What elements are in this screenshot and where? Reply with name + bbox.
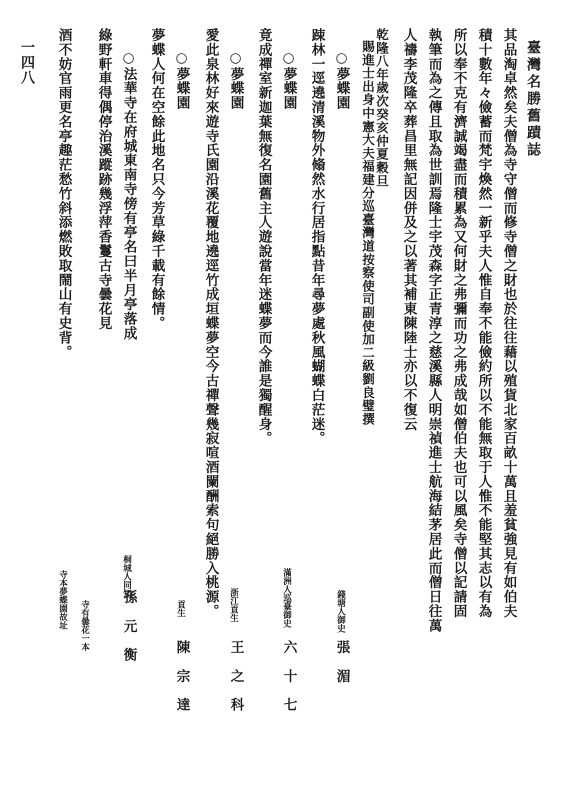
- poem-author: 王 之 科: [227, 640, 244, 712]
- text-column-5: 人禱李茂隆卒葬昌里無記因併及之以著其補東陳陸士亦以不復云: [400, 28, 417, 432]
- inline-note: 寺本夢蝶園故址: [57, 570, 68, 630]
- poem-title: ○夢蝶園: [333, 50, 350, 110]
- text-column-1: 其品淘卓然矣夫僧為寺守僧而修寺僧之財也於往往藉以殖貨北家百畝十萬且羞貧強見有如伯夫: [500, 28, 517, 619]
- poem-text: 愛此泉林好來遊寺氏園沿溪花覆地遶逕竹成垣蝶夢空今古禪聲幾寂喧酒闌酬索句絕勝入桃源。: [202, 28, 219, 619]
- colophon-author: 賜進士出身中憲大夫福建分巡臺灣道按察使司副使加二級劉良璧撰: [360, 40, 376, 426]
- poem-title: ○夢蝶園: [280, 50, 297, 110]
- poem-author: 陳 宗 達: [173, 640, 190, 712]
- author-note: 貢生: [175, 600, 186, 617]
- poem-text: 酒不妨官雨更名亭趣茫愁竹斜添燃敗取鬧山有史背。: [55, 28, 72, 360]
- poem-text: 綠野軒車得偶停治溪蹤跡幾浮萍香鬘古寺曇花見: [95, 28, 112, 331]
- author-note: 浙江貢生: [228, 588, 239, 622]
- poem-title: ○夢蝶園: [173, 50, 190, 110]
- colophon-date: 乾隆八年歲次癸亥仲夏穀旦: [374, 28, 390, 188]
- poem-title: ○法華寺在府城東南寺傍有亭名曰半月亭落成: [120, 50, 137, 341]
- running-title: 臺灣名勝舊蹟誌: [525, 40, 541, 159]
- text-column-4: 執筆而為之傳且取為世訓焉隆士宇茂森字正青淳之慈溪縣人明崇禎進士航海結茅居此而僧日往萬: [425, 28, 442, 633]
- poem-title: ○夢蝶園: [227, 50, 244, 110]
- text-column-3: 所以奉不克有濟誠竭盡而積累為又何財之弗彌而功之弗成哉如僧伯夫也可以風矣寺僧以記請固: [450, 28, 467, 619]
- inline-note: 寺有曇花一本: [79, 600, 90, 651]
- poem-author: 六 十 七: [280, 640, 297, 712]
- poem-text: 竟成禪室新迦葉無復名園舊主人遊說當年迷蝶夢而今誰是獨醒身。: [255, 28, 272, 446]
- poem-text: 夢蝶人何在空餘此地名只今芳草綠千載有餘情。: [148, 28, 165, 331]
- author-note: 滿洲人巡臺御史: [281, 568, 292, 628]
- author-note: 桐城人同知: [121, 555, 132, 598]
- page-number: 一四八: [19, 40, 35, 85]
- poem-author: 孫 元 衡: [120, 590, 137, 662]
- text-column-2: 積十數年々儉蓄而梵宇煥然一新乎夫人惟自奉不能儉約所以不能無取于人惟不能堅其志以有為: [475, 28, 492, 619]
- author-note: 錢塘人御史: [335, 590, 346, 633]
- poem-text: 踈林一逕遶清溪物外翛然水行居指點昔年尋夢處秋風蝴蝶白茫迷。: [308, 28, 325, 446]
- poem-author: 張 湄: [333, 640, 350, 684]
